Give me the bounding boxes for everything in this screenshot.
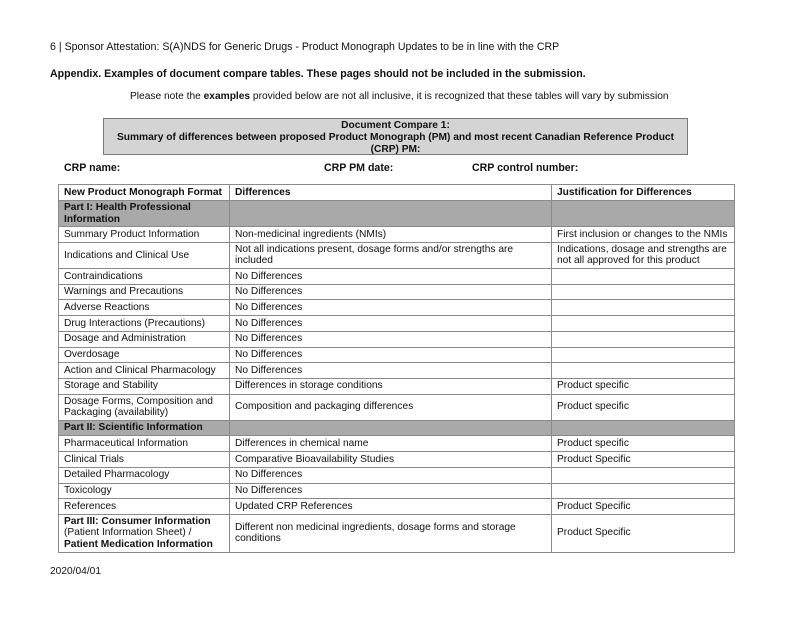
cell-justification: Product Specific bbox=[552, 499, 735, 515]
crp-name-label: CRP name: bbox=[64, 162, 121, 174]
cell-justification: First inclusion or changes to the NMIs bbox=[552, 227, 735, 243]
examples-note bbox=[130, 91, 669, 102]
cell-differences bbox=[230, 201, 552, 227]
cell-differences: Comparative Bioavailability Studies bbox=[230, 452, 552, 468]
page-header bbox=[50, 41, 559, 53]
cell-differences: Composition and packaging differences bbox=[230, 394, 552, 420]
cell-differences: No Differences bbox=[230, 483, 552, 499]
footer-date: 2020/04/01 bbox=[50, 566, 101, 577]
page-number: 6 bbox=[50, 41, 56, 53]
table-row bbox=[59, 331, 735, 347]
cell-differences: No Differences bbox=[230, 347, 552, 363]
note-emphasis: examples bbox=[203, 91, 251, 102]
cell-differences: No Differences bbox=[230, 331, 552, 347]
cell-justification: Product specific bbox=[552, 436, 735, 452]
cell-differences bbox=[230, 420, 552, 436]
cell-format: Action and Clinical Pharmacology bbox=[59, 363, 230, 379]
cell-justification: Indications, dosage and strengths are not all approved for this product bbox=[552, 242, 735, 268]
cell-differences: No Differences bbox=[230, 467, 552, 483]
cell-format: Indications and Clinical Use bbox=[59, 242, 230, 268]
cell-format: Storage and Stability bbox=[59, 378, 230, 394]
part3-title: Part III: Consumer Information bbox=[64, 515, 211, 527]
cell-format: References bbox=[59, 499, 230, 515]
compare-title-line1: Document Compare 1: bbox=[341, 120, 450, 131]
section-row-part-1 bbox=[59, 201, 735, 227]
cell-format: Warnings and Precautions bbox=[59, 284, 230, 300]
cell-format: Adverse Reactions bbox=[59, 300, 230, 316]
cell-justification: Product specific bbox=[552, 394, 735, 420]
crp-pm-date-label: CRP PM date: bbox=[324, 162, 394, 174]
cell-differences: Differences in chemical name bbox=[230, 436, 552, 452]
cell-justification bbox=[552, 467, 735, 483]
compare-title-line3: (CRP) PM: bbox=[370, 144, 421, 155]
table-row bbox=[59, 467, 735, 483]
cell-format: Summary Product Information bbox=[59, 227, 230, 243]
table-row bbox=[59, 378, 735, 394]
table-row bbox=[59, 347, 735, 363]
cell-differences: No Differences bbox=[230, 316, 552, 332]
cell-justification bbox=[552, 316, 735, 332]
cell-differences: Non-medicinal ingredients (NMIs) bbox=[230, 227, 552, 243]
table-header-row bbox=[59, 185, 735, 201]
table-row bbox=[59, 499, 735, 515]
cell-justification bbox=[552, 483, 735, 499]
cell-justification bbox=[552, 420, 735, 436]
cell-justification: Product specific bbox=[552, 378, 735, 394]
note-prefix: Please note the bbox=[130, 91, 204, 102]
cell-format: Overdosage bbox=[59, 347, 230, 363]
cell-differences: Differences in storage conditions bbox=[230, 378, 552, 394]
cell-differences: No Differences bbox=[230, 269, 552, 285]
header-separator: | bbox=[58, 41, 62, 53]
cell-format: Clinical Trials bbox=[59, 452, 230, 468]
table-row bbox=[59, 227, 735, 243]
table-row bbox=[59, 284, 735, 300]
section-row-part-2 bbox=[59, 420, 735, 436]
table-row bbox=[59, 483, 735, 499]
table-row bbox=[59, 394, 735, 420]
cell-justification: Product Specific bbox=[552, 452, 735, 468]
crp-control-number-label: CRP control number: bbox=[472, 162, 579, 174]
section-row-part-3 bbox=[59, 514, 735, 552]
cell-format: Detailed Pharmacology bbox=[59, 467, 230, 483]
cell-format: Dosage and Administration bbox=[59, 331, 230, 347]
cell-differences: No Differences bbox=[230, 284, 552, 300]
cell-justification bbox=[552, 347, 735, 363]
section-title: Part II: Scientific Information bbox=[59, 420, 230, 436]
table-row bbox=[59, 452, 735, 468]
cell-differences: Updated CRP References bbox=[230, 499, 552, 515]
table-row bbox=[59, 436, 735, 452]
cell-format: Toxicology bbox=[59, 483, 230, 499]
cell-justification bbox=[552, 363, 735, 379]
cell-justification bbox=[552, 201, 735, 227]
cell-differences: Not all indications present, dosage forms and/or strengths are included bbox=[230, 242, 552, 268]
section-title: Part I: Health Professional Information bbox=[59, 201, 230, 227]
part3-subtitle: (Patient Information Sheet) / bbox=[64, 527, 192, 539]
cell-format: Pharmaceutical Information bbox=[59, 436, 230, 452]
document-title: Sponsor Attestation: S(A)NDS for Generic Drugs - Product Monograph Updates to be in line with the CRP bbox=[64, 41, 560, 53]
document-compare-table bbox=[58, 184, 735, 553]
part3-pmi-title: Patient Medication Information bbox=[64, 539, 213, 551]
cell-justification bbox=[552, 331, 735, 347]
table-row bbox=[59, 316, 735, 332]
column-header-format: New Product Monograph Format bbox=[59, 185, 230, 201]
cell-format: Drug Interactions (Precautions) bbox=[59, 316, 230, 332]
cell-format: Contraindications bbox=[59, 269, 230, 285]
table-row bbox=[59, 300, 735, 316]
cell-justification bbox=[552, 300, 735, 316]
table-row bbox=[59, 363, 735, 379]
cell-justification bbox=[552, 269, 735, 285]
cell-differences: No Differences bbox=[230, 363, 552, 379]
column-header-justification: Justification for Differences bbox=[552, 185, 735, 201]
table-row bbox=[59, 269, 735, 285]
cell-justification bbox=[552, 284, 735, 300]
document-compare-title-box bbox=[103, 118, 688, 155]
cell-differences: No Differences bbox=[230, 300, 552, 316]
cell-justification: Product Specific bbox=[552, 514, 735, 552]
compare-title-line2: Summary of differences between proposed Product Monograph (PM) and most recent Canadian Reference Product bbox=[116, 132, 674, 143]
note-suffix: provided below are not all inclusive, it is recognized that these tables will vary by submission bbox=[250, 91, 669, 102]
cell-format bbox=[59, 514, 230, 552]
table-row bbox=[59, 242, 735, 268]
cell-format: Dosage Forms, Composition and Packaging (availability) bbox=[59, 394, 230, 420]
cell-differences: Different non medicinal ingredients, dosage forms and storage conditions bbox=[230, 514, 552, 552]
appendix-heading: Appendix. Examples of document compare tables. These pages should not be included in the submission. bbox=[50, 68, 586, 80]
column-header-differences: Differences bbox=[230, 185, 552, 201]
